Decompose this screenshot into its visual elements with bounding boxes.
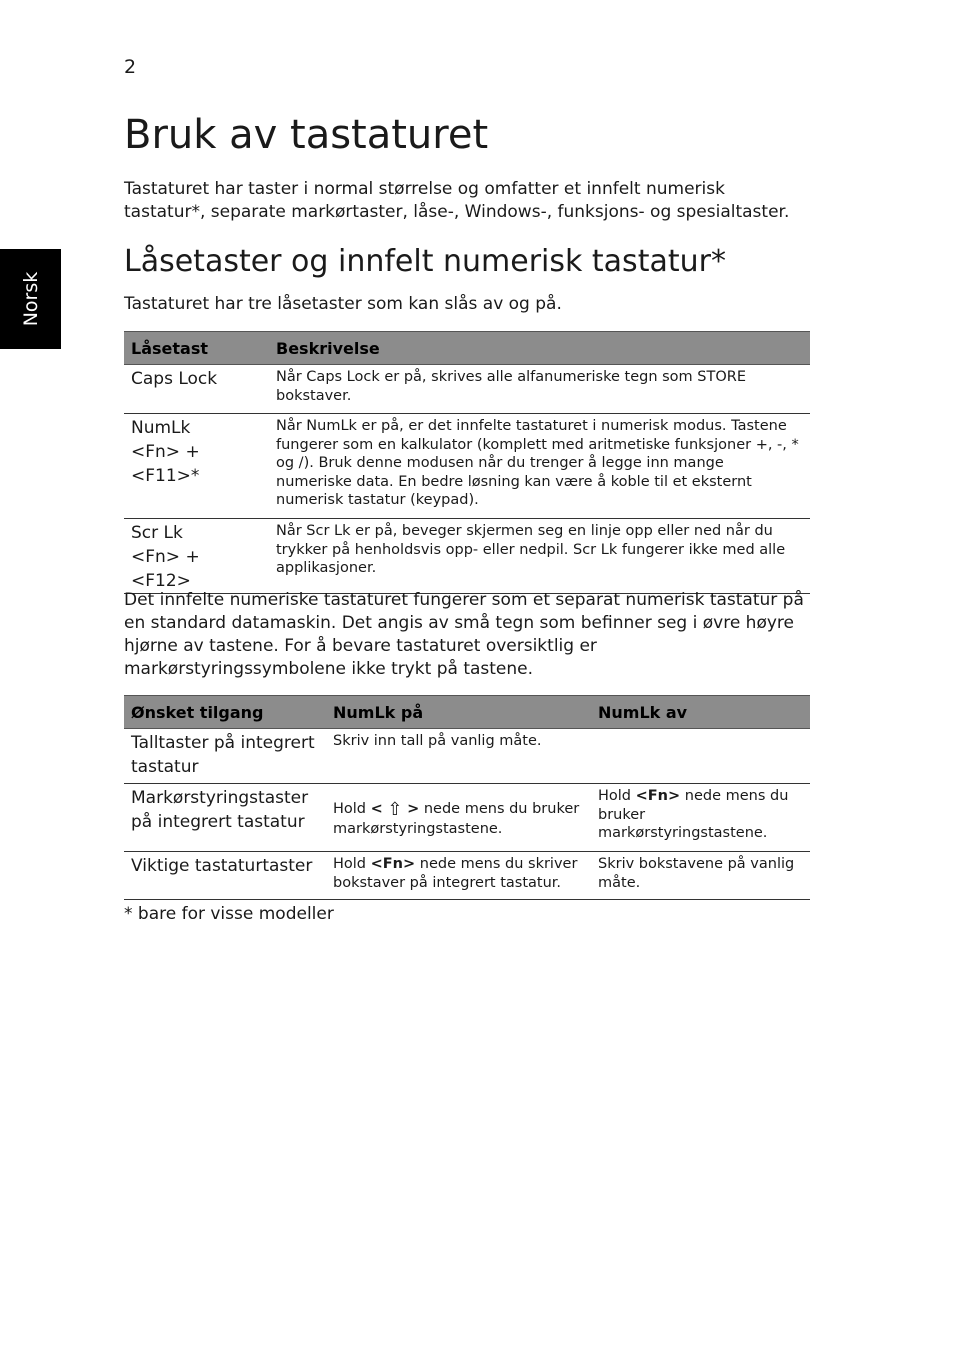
table-row bbox=[124, 784, 810, 852]
numlk-off-cell bbox=[591, 784, 810, 852]
column-header: Låsetast bbox=[124, 332, 269, 365]
lock-desc-cell: Når Caps Lock er på, skrives alle alfanumeriske tegn som STORE bokstaver. bbox=[269, 365, 810, 414]
table-row bbox=[124, 414, 810, 519]
arrow-keys-icon: ⇧ bbox=[387, 799, 403, 820]
section-heading: Låsetaster og innfelt numerisk tastatur* bbox=[124, 244, 726, 279]
cell-text: nede mens du skriver bokstaver på integrert tastatur. bbox=[333, 856, 578, 891]
lock-keys-table bbox=[124, 331, 810, 594]
access-label-cell: Talltaster på integrert tastatur bbox=[124, 729, 326, 784]
numlk-on-cell bbox=[326, 784, 591, 852]
lock-key-cell bbox=[124, 365, 269, 414]
footnote: * bare for visse modeller bbox=[124, 904, 334, 924]
fn-key-label: <Fn> bbox=[370, 856, 416, 872]
table-row bbox=[124, 729, 810, 784]
language-tab-label: Norsk bbox=[19, 271, 42, 327]
numlk-on-cell: Skriv inn tall på vanlig måte. bbox=[326, 729, 591, 784]
key-bracket: > bbox=[407, 801, 420, 817]
cell-text: Hold bbox=[333, 801, 371, 817]
section-intro: Tastaturet har tre låsetaster som kan slås av og på. bbox=[124, 294, 562, 314]
access-table bbox=[124, 695, 810, 900]
language-tab bbox=[0, 249, 61, 349]
access-label-cell: Markørstyringstaster på integrert tastatur bbox=[124, 784, 326, 852]
key-bracket: < bbox=[370, 801, 383, 817]
table-header-row bbox=[124, 696, 810, 729]
keypad-paragraph: Det innfelte numeriske tastaturet fungerer som et separat numerisk tastatur på en standard datamaskin. Det angis av små tegn som befinner seg i øvre høyre hjørne av tastene. For å bevare tastaturet oversiktlig er markørstyringssymbolene ikke trykt på tastene. bbox=[124, 590, 804, 679]
table-row bbox=[124, 519, 810, 594]
access-label-cell: Viktige tastaturtaster bbox=[124, 852, 326, 900]
cell-text: Hold bbox=[598, 788, 636, 804]
lock-key-combo: <Fn> + <F11>* bbox=[131, 442, 200, 486]
cell-text: Hold bbox=[333, 856, 371, 872]
column-header: Beskrivelse bbox=[269, 332, 810, 365]
lock-key-name: NumLk bbox=[131, 418, 191, 438]
intro-paragraph: Tastaturet har taster i normal størrelse og omfatter et innfelt numerisk tastatur*, separate markørtaster, låse-, Windows-, funksjons- og spesialtaster. bbox=[124, 179, 790, 222]
page-number: 2 bbox=[124, 56, 137, 78]
numlk-off-cell bbox=[591, 729, 810, 784]
table-row bbox=[124, 852, 810, 900]
lock-key-cell bbox=[124, 414, 269, 519]
lock-key-cell bbox=[124, 519, 269, 594]
lock-key-combo: <Fn> + <F12> bbox=[131, 547, 200, 591]
column-header: NumLk av bbox=[591, 696, 810, 729]
column-header: NumLk på bbox=[326, 696, 591, 729]
fn-key-label: <Fn> bbox=[635, 788, 681, 804]
column-header: Ønsket tilgang bbox=[124, 696, 326, 729]
lock-desc-cell: Når NumLk er på, er det innfelte tastaturet i numerisk modus. Tastene fungerer som en kalkulator (komplett med aritmetiske funksjoner +, -, * og /). Bruk denne modusen når du trenger å legge inn mange numeriske data. En bedre løsning kan være å koble til et eksternt numerisk tastatur (keypad). bbox=[269, 414, 810, 519]
lock-key-name: Scr Lk bbox=[131, 523, 183, 543]
cell-text: nede mens du bruker markørstyringstastene. bbox=[333, 801, 580, 837]
numlk-on-cell bbox=[326, 852, 591, 900]
lock-desc-cell: Når Scr Lk er på, beveger skjermen seg en linje opp eller ned når du trykker på henholdsvis opp- eller nedpil. Scr Lk fungerer ikke med alle applikasjoner. bbox=[269, 519, 810, 594]
table-header-row bbox=[124, 332, 810, 365]
numlk-off-cell: Skriv bokstavene på vanlig måte. bbox=[591, 852, 810, 900]
page-title: Bruk av tastaturet bbox=[124, 112, 489, 158]
cell-text: nede mens du bruker markørstyringstastene. bbox=[598, 788, 789, 841]
lock-key-name: Caps Lock bbox=[131, 369, 218, 389]
table-row bbox=[124, 365, 810, 414]
